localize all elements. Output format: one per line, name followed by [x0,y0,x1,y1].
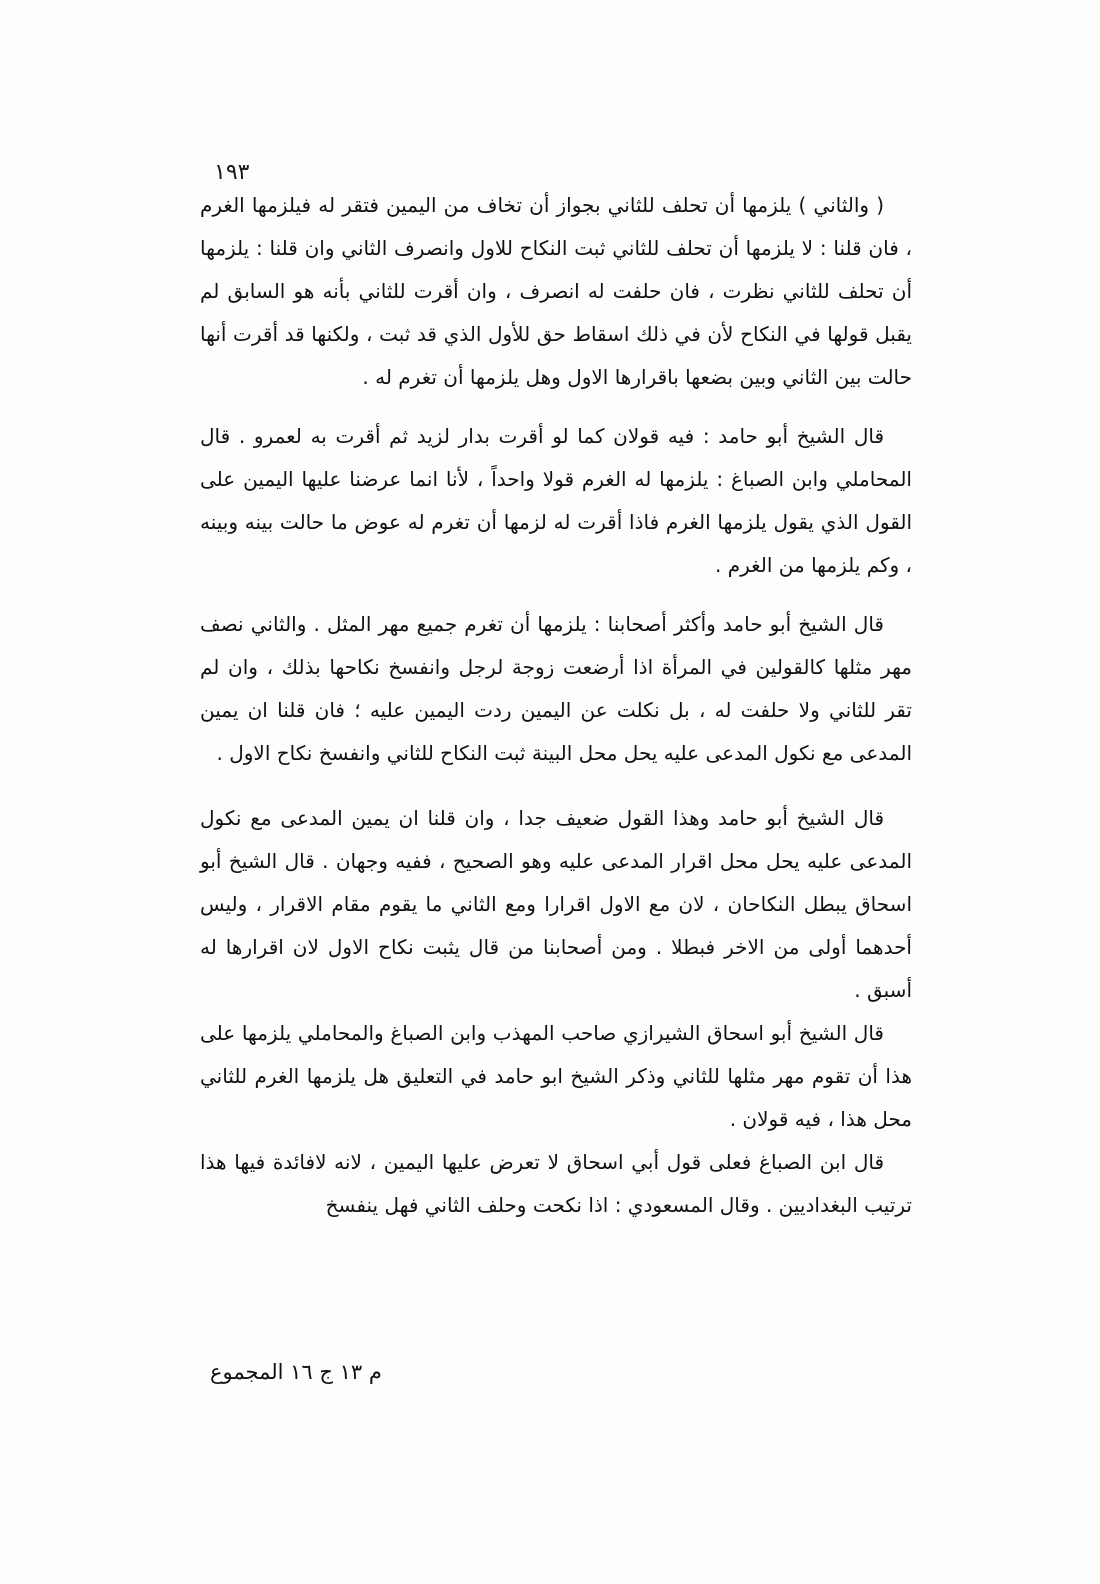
paragraph-1: ( والثاني ) يلزمها أن تحلف للثاني بجواز أن تخاف من اليمين فتقر له فيلزمها الغرم ، فان قلنا : لا يلزمها أن تحلف للثاني ثبت النكاح للاول وانصرف الثاني وان قلنا : يلزمها أن تحلف للثاني نظرت ، فان حلفت له انصرف ، وان أقرت للثاني بأنه هو السابق لم يقبل قولها في النكاح لأن في ذلك اسقاط حق للأول الذي قد ثبت ، ولكنها قد أقرت أنها حالت بين الثاني وبين بضعها باقرارها الاول وهل يلزمها أن تغرم له . [200,193,912,389]
paragraph-4: قال الشيخ أبو حامد وهذا القول ضعيف جدا ، وان قلنا ان يمين المدعى مع نكول المدعى عليه يحل محل اقرار المدعى عليه وهو الصحيح ، ففيه وجهان . قال الشيخ أبو اسحاق يبطل النكاحان ، لان مع الاول اقرارا ومع الثاني ما يقوم مقام الاقرار ، وليس أحدهما أولى من الاخر فبطلا . ومن أصحابنا من قال يثبت نكاح الاول لان اقرارها له أسبق . [200,806,912,1002]
footer-signature: م ١٣ ج ١٦ المجموع [210,1360,382,1384]
paragraph-2: قال الشيخ أبو حامد : فيه قولان كما لو أقرت بدار لزيد ثم أقرت به لعمرو . قال المحاملي وابن الصباغ : يلزمها له الغرم قولا واحداً ، لأنا انما عرضنا عليها اليمين على القول الذي يقول يلزمها الغرم فاذا أقرت له لزمها أن تغرم له عوض ما حالت بينه وبينه ، وكم يلزمها من الغرم . [200,424,912,577]
paragraph-5: قال الشيخ أبو اسحاق الشيرازي صاحب المهذب وابن الصباغ والمحاملي يلزمها على هذا أن تقوم مهر مثلها للثاني وذكر الشيخ ابو حامد في التعليق هل يلزمها الغرم للثاني محل هذا ، فيه قولان . [200,1021,912,1131]
page-number: ١٩٣ [214,160,250,185]
paragraph-3: قال الشيخ أبو حامد وأكثر أصحابنا : يلزمها أن تغرم جميع مهر المثل . والثاني نصف مهر مثلها كالقولين في المرأة اذا أرضعت زوجة لرجل وانفسخ نكاحها بذلك ، وان لم تقر للثاني ولا حلفت له ، بل نكلت عن اليمين ردت اليمين عليه ؛ فان قلنا ان يمين المدعى مع نكول المدعى عليه يحل محل البينة ثبت النكاح للثاني وانفسخ نكاح الاول . [200,612,912,765]
paragraph-6: قال ابن الصباغ فعلى قول أبي اسحاق لا تعرض عليها اليمين ، لانه لافائدة فيها هذا ترتيب البغداديين . وقال المسعودي : اذا نكحت وحلف الثاني فهل ينفسخ [200,1150,912,1217]
text-body [200,184,912,1227]
